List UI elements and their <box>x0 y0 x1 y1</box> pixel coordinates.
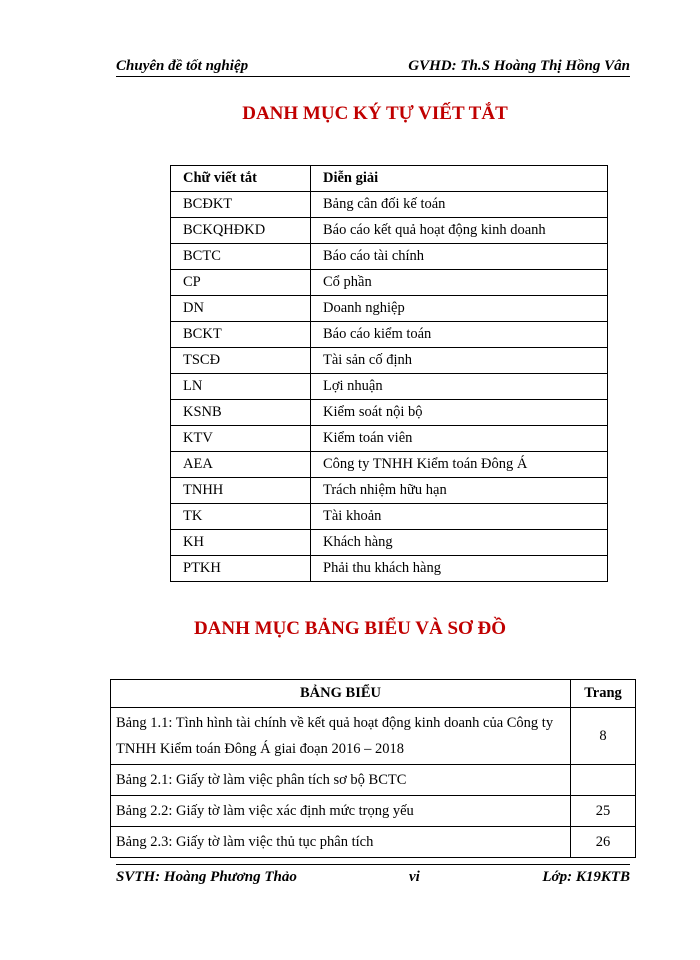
table-row <box>171 400 608 426</box>
abbreviation-cell: PTKH <box>171 556 311 582</box>
table-row <box>111 796 636 827</box>
header-left: Chuyên đề tốt nghiệp <box>116 58 249 74</box>
abbreviation-cell: KTV <box>171 426 311 452</box>
section-title-abbreviations: DANH MỤC KÝ TỰ VIẾT TẮT <box>242 103 508 124</box>
meaning-cell: Báo cáo tài chính <box>311 244 608 270</box>
column-header: Trang <box>571 680 636 708</box>
meaning-cell: Báo cáo kết quả hoạt động kinh doanh <box>311 218 608 244</box>
table-row <box>171 504 608 530</box>
table-row <box>171 348 608 374</box>
table-row <box>171 296 608 322</box>
meaning-cell: Kiểm soát nội bộ <box>311 400 608 426</box>
footer-student: SVTH: Hoàng Phương Thảo <box>116 869 297 885</box>
table-row <box>171 426 608 452</box>
abbreviation-cell: TSCĐ <box>171 348 311 374</box>
table-row <box>171 530 608 556</box>
table-caption-cell: Bảng 2.2: Giấy tờ làm việc xác định mức trọng yếu <box>111 796 571 827</box>
meaning-cell: Công ty TNHH Kiểm toán Đông Á <box>311 452 608 478</box>
meaning-cell: Phải thu khách hàng <box>311 556 608 582</box>
meaning-cell: Tài sản cố định <box>311 348 608 374</box>
table-row <box>111 708 636 765</box>
page-footer <box>116 864 630 885</box>
table-row <box>171 452 608 478</box>
abbreviation-cell: BCKQHĐKD <box>171 218 311 244</box>
footer-class: Lớp: K19KTB <box>542 869 630 885</box>
meaning-cell: Trách nhiệm hữu hạn <box>311 478 608 504</box>
table-row <box>171 192 608 218</box>
meaning-cell: Cổ phần <box>311 270 608 296</box>
meaning-cell: Tài khoản <box>311 504 608 530</box>
meaning-cell: Kiểm toán viên <box>311 426 608 452</box>
table-row <box>171 244 608 270</box>
header-right: GVHD: Th.S Hoàng Thị Hồng Vân <box>408 58 630 74</box>
table-header-row <box>111 680 636 708</box>
abbreviation-cell: KSNB <box>171 400 311 426</box>
table-row <box>171 322 608 348</box>
table-caption-cell: Bảng 1.1: Tình hình tài chính về kết quả hoạt động kinh doanh của Công ty TNHH Kiểm toán Đông Á giai đoạn 2016 – 2018 <box>111 708 571 765</box>
abbreviation-cell: BCĐKT <box>171 192 311 218</box>
abbreviation-cell: LN <box>171 374 311 400</box>
page-cell <box>571 765 636 796</box>
table-row <box>171 218 608 244</box>
page-number: vi <box>409 869 420 885</box>
page-header <box>116 56 630 77</box>
abbreviation-cell: CP <box>171 270 311 296</box>
abbreviation-cell: BCKT <box>171 322 311 348</box>
meaning-cell: Lợi nhuận <box>311 374 608 400</box>
table-row <box>171 478 608 504</box>
table-caption-cell: Bảng 2.1: Giấy tờ làm việc phân tích sơ bộ BCTC <box>111 765 571 796</box>
meaning-cell: Khách hàng <box>311 530 608 556</box>
section-title-tables: DANH MỤC BẢNG BIỂU VÀ SƠ ĐỒ <box>193 618 507 639</box>
table-caption-cell: Bảng 2.3: Giấy tờ làm việc thủ tục phân tích <box>111 827 571 858</box>
table-row <box>171 270 608 296</box>
meaning-cell: Báo cáo kiểm toán <box>311 322 608 348</box>
table-row <box>171 556 608 582</box>
abbreviation-cell: KH <box>171 530 311 556</box>
abbreviations-table <box>170 165 608 582</box>
table-row <box>171 374 608 400</box>
table-row <box>111 765 636 796</box>
column-header: BẢNG BIỂU <box>111 680 571 708</box>
meaning-cell: Doanh nghiệp <box>311 296 608 322</box>
abbreviation-cell: TNHH <box>171 478 311 504</box>
table-header-row <box>171 166 608 192</box>
column-header: Diễn giải <box>311 166 608 192</box>
abbreviation-cell: BCTC <box>171 244 311 270</box>
abbreviation-cell: TK <box>171 504 311 530</box>
page-cell: 8 <box>571 708 636 765</box>
page-cell: 25 <box>571 796 636 827</box>
abbreviation-cell: AEA <box>171 452 311 478</box>
column-header: Chữ viết tắt <box>171 166 311 192</box>
table-row <box>111 827 636 858</box>
meaning-cell: Bảng cân đối kế toán <box>311 192 608 218</box>
abbreviation-cell: DN <box>171 296 311 322</box>
tables-list-table <box>110 679 636 858</box>
page-cell: 26 <box>571 827 636 858</box>
